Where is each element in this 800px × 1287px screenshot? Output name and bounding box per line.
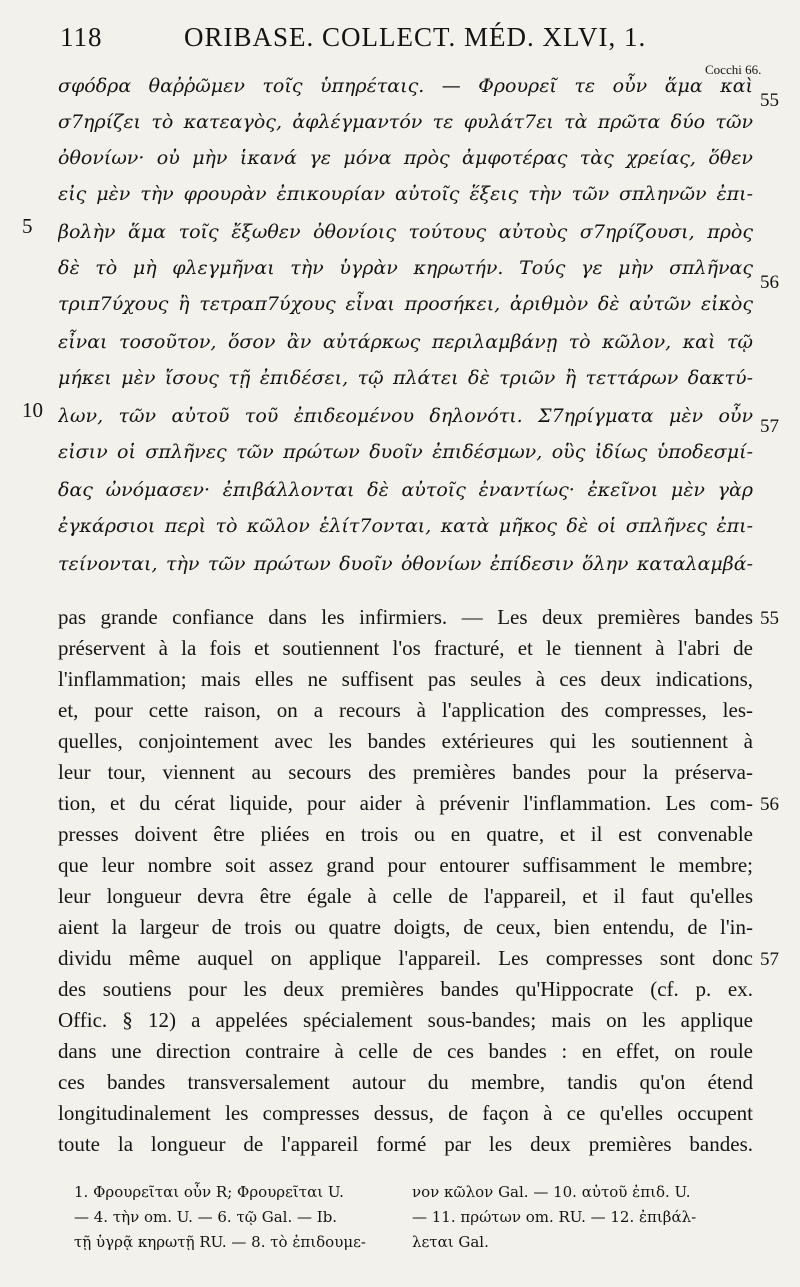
greek-line: λων, τῶν αὐτοῦ τοῦ ἐπιδεομένου δηλονότι. Σ7ηρίγματα μὲν οὖν: [58, 405, 753, 427]
cocchi-reference: Cocchi 66.: [705, 62, 762, 77]
french-line: longitudinalement les compresses dessus, de façon à ce qu'elles occupent: [58, 1101, 753, 1125]
greek-line: μήκει μὲν ἴσους τῇ ἐπιδέσει, τῷ πλάτει δὲ τριῶν ἢ τεττάρων δακτύ-: [58, 367, 753, 389]
footnotes-left-column: [74, 1180, 394, 1255]
greek-line: δας ὠνόμασεν· ἐπιβάλλονται δὲ αὐτοῖς ἐναντίως· ἐκεῖνοι μὲν γὰρ: [58, 479, 753, 501]
page-number: 118: [60, 22, 103, 52]
page-header: [60, 22, 660, 58]
french-line: tion, et du cérat liquide, pour aider à prévenir l'inflammation. Les com-: [58, 791, 753, 815]
french-line: aient la largeur de trois ou quatre doigts, de ceux, bien entendu, de l'in-: [58, 915, 753, 939]
margin-number: 57: [760, 949, 779, 970]
greek-line: δὲ τὸ μὴ φλεγμῆναι τὴν ὑγρὰν κηρωτήν. Τούς γε μὴν σπλῆνας: [58, 257, 753, 279]
line-number: 5: [22, 214, 33, 238]
footnote-line: 1. Φρουρεῖται οὖν R; Φρουρεῖται U.: [74, 1183, 344, 1201]
french-line: leur tour, viennent au secours des premières bandes pour la préserva-: [58, 760, 753, 784]
greek-line: σφόδρα θαῤῥῶμεν τοῖς ὑπηρέταις. — Φρουρεῖ τε οὖν ἅμα καὶ: [58, 75, 753, 97]
french-line: presses doivent être pliées en trois ou en quatre, et il est convenable: [58, 822, 753, 846]
greek-line: ὀθονίων· οὐ μὴν ἱκανά γε μόνα πρὸς ἀμφοτέρας τὰς χρείας, ὅθεν: [58, 147, 753, 169]
line-number: 10: [22, 398, 43, 422]
footnote-line: λεται Gal.: [412, 1233, 489, 1251]
greek-line: εἰσιν οἱ σπλῆνες τῶν πρώτων δυοῖν ἐπιδέσμων, οὓς ἰδίως ὑποδεσμί-: [58, 441, 753, 463]
greek-line: σ7ηρίζει τὸ κατεαγὸς, ἀφλέγμαντόν τε φυλάτ7ει τὰ πρῶτα δύο τῶν: [58, 111, 753, 133]
greek-line: ἐγκάρσιοι περὶ τὸ κῶλον ἑλίτ7ονται, κατὰ μῆκος δὲ οἱ σπλῆνες ἐπι-: [58, 515, 753, 537]
greek-line: εἶναι τοσοῦτον, ὅσον ἂν αὐτάρκως περιλαμβάνῃ τὸ κῶλον, καὶ τῷ: [58, 331, 753, 353]
french-line: préservent à la fois et soutiennent l'os fracturé, et le tiennent à l'abri de: [58, 636, 753, 660]
french-line: Offic. § 12) a appelées spécialement sous-bandes; mais on les applique: [58, 1008, 753, 1032]
french-line: toute la longueur de l'appareil formé par les deux premières bandes.: [58, 1132, 753, 1156]
margin-number: 56: [760, 794, 779, 815]
margin-number: 56: [760, 272, 779, 293]
french-line: dans une direction contraire à celle de ces bandes : en effet, on roule: [58, 1039, 753, 1063]
footnote-line: τῇ ὑγρᾷ κηρωτῇ RU. — 8. τὸ ἐπιδουμε-: [74, 1233, 366, 1251]
greek-line: βολὴν ἅμα τοῖς ἔξωθεν ὀθονίοις τούτους αὐτοὺς σ7ηρίζουσι, πρὸς: [58, 221, 753, 243]
french-line: l'inflammation; mais elles ne suffisent pas seules à ces deux indications,: [58, 667, 753, 691]
french-line: leur longueur devra être égale à celle de l'appareil, et il faut qu'elles: [58, 884, 753, 908]
greek-line: εἰς μὲν τὴν φρουρὰν ἐπικουρίαν αὐτοῖς ἕξεις τὴν τῶν σπληνῶν ἐπι-: [58, 183, 753, 205]
greek-line: τείνονται, τὴν τῶν πρώτων δυοῖν ὀθονίων ἐπίδεσιν ὅλην καταλαμβά-: [58, 553, 753, 575]
footnote-line: νον κῶλον Gal. — 10. αὐτοῦ ἐπιδ. U.: [412, 1183, 691, 1201]
footnotes-right-column: [412, 1180, 752, 1255]
footnote-line: — 4. τὴν om. U. — 6. τῷ Gal. — Ib.: [74, 1208, 338, 1226]
footnote-line: — 11. πρώτων om. RU. — 12. ἐπιβάλ-: [412, 1208, 697, 1226]
greek-line: τριπ7ύχους ἢ τετραπ7ύχους εἶναι προσήκει, ἀριθμὸν δὲ αὐτῶν εἰκὸς: [58, 293, 753, 315]
running-title: ORIBASE. COLLECT. MÉD. XLVI, 1.: [184, 22, 647, 52]
french-line: ces bandes transversalement autour du membre, tandis qu'on étend: [58, 1070, 753, 1094]
french-line: que leur nombre soit assez grand pour entourer suffisamment le membre;: [58, 853, 753, 877]
margin-number: 55: [760, 608, 779, 629]
margin-number: 55: [760, 90, 779, 111]
french-line: quelles, conjointement avec les bandes extérieures qui les soutiennent à: [58, 729, 753, 753]
french-line: pas grande confiance dans les infirmiers. — Les deux premières bandes: [58, 605, 753, 629]
french-line: et, pour cette raison, on a recours à l'application des compresses, les-: [58, 698, 753, 722]
french-line: des soutiens pour les deux premières bandes qu'Hippocrate (cf. p. ex.: [58, 977, 753, 1001]
french-line: dividu même auquel on applique l'appareil. Les compresses sont donc: [58, 946, 753, 970]
margin-number: 57: [760, 416, 779, 437]
